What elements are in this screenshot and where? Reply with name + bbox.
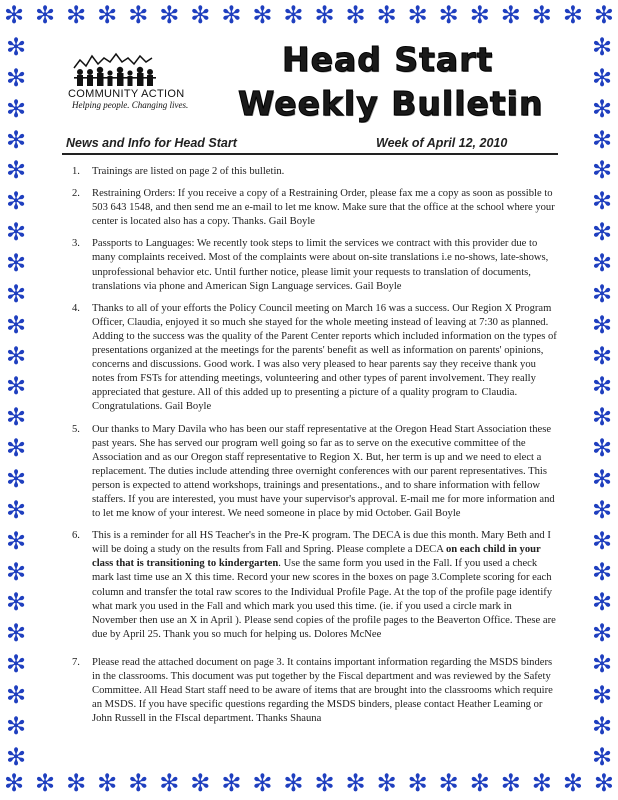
snowflake-icon: ✻ [591,63,613,92]
snowflake-icon: ✻ [35,1,56,29]
item-text: Passports to Languages: We recently took steps to limit the services we contract with this provider due to many complaints received. Most of the complaints were about on-site translations i.e no-shows, late-shows, unprofessional behavior etc. Until further notice, please limit your requests to translation of documents, translations via phone and American Sign Language services. Gail Boyle [92,238,549,292]
snowflake-icon: ✻ [591,218,613,247]
snowflake-icon: ✻ [5,588,27,617]
snowflake-icon: ✻ [221,1,242,29]
snowflake-icon: ✻ [591,310,613,339]
snowflake-icon: ✻ [376,1,397,29]
snowflake-icon: ✻ [5,156,27,185]
snowflake-icon: ✻ [5,249,27,278]
subheader-news: News and Info for Head Start [66,136,237,150]
item-number: 3. [72,238,80,250]
item-number: 6. [72,530,80,542]
snowflake-icon: ✻ [283,1,304,29]
snowflake-icon: ✻ [5,681,27,710]
snowflake-icon: ✻ [97,769,118,797]
snowflake-icon: ✻ [252,1,273,29]
item-number: 2. [72,188,80,200]
snowflake-icon: ✻ [407,1,428,29]
snowflake-icon: ✻ [591,742,613,771]
snowflake-icon: ✻ [159,1,180,29]
snowflake-icon: ✻ [591,341,613,370]
list-item [72,165,558,179]
snowflake-icon: ✻ [5,310,27,339]
snowflake-icon: ✻ [345,1,366,29]
item-text-post: . Use the same form you used in the Fall. If you used a check mark last time use an X this time. Record your new scores in the boxes on page 3.Complete scoring for each column and transfer the total raw scores to the Individual Profile Page. At the top of the profile page identify what mark you used in the Fall and which mark you used this time. (ie. if you used a circle mark in November then use an X in April ). Please send copies of the profile pages to the Beaverton Office. These are due by April 25. Thank you so much for helping us. Dolores McNee [92,558,556,640]
list-item [72,423,558,522]
snowflake-icon: ✻ [159,769,180,797]
border-left [2,34,30,770]
snowflake-icon: ✻ [500,769,521,797]
snowflake-icon: ✻ [376,769,397,797]
snowflake-icon: ✻ [5,372,27,401]
snowflake-icon: ✻ [407,769,428,797]
snowflake-icon: ✻ [4,769,25,797]
item-text: Our thanks to Mary Davila who has been our staff representative at the Oregon Head Start Association these past years. She has served our program well going so far as to serve on the executive committee of the Association and as our Oregon staff representative to Region X. But, her term is up and we need to elect a replacement. The duties include attending three overnight conferences with our parent representatives. This person is expected to attend workshops, trainings and presentations., and to share information with fellow staffers. If you are interested, you must have your supervisor's approval. E-mail me for more information and to let me know of your interest. We need someone in place by mid October. Gail Boyle [92,423,555,520]
snowflake-icon: ✻ [562,1,583,29]
border-right [588,34,616,770]
snowflake-icon: ✻ [5,619,27,648]
item-number: 5. [72,423,80,435]
snowflake-icon: ✻ [591,681,613,710]
snowflake-icon: ✻ [5,403,27,432]
snowflake-icon: ✻ [438,1,459,29]
list-item [72,237,558,293]
item-text: Thanks to all of your efforts the Policy Council meeting on March 16 was a success. Our Region X Program Officer, Claudia, enjoyed it so much she stayed for the whole meeting instead of leaving at 7:30 as planned. Adding to the success was the quality of the Parent Center reports which included information on the types of presentations organized at the meetings for the parents' benefit as well as information on parents' opinions, concerns and discussions. Good work. I was also very pleased to hear parents say they receive thank you notes from FSTs for attending meetings, volunteering and other types of parent involvement. They really appreciated that gesture. All of this added up to presenting a picture of a quality program to Claudia. Congratulations. Gail Boyle [92,302,557,413]
snowflake-icon: ✻ [591,526,613,555]
snowflake-icon: ✻ [591,557,613,586]
snowflake-icon: ✻ [562,769,583,797]
bulletin-items [72,165,558,734]
item-text: Please read the attached document on page 3. It contains important information regarding the MSDS binders in the classrooms. This document was put together by the Fiscal department and was reviewed by the Safety Committee. All Head Start staff need to be aware of items that are brought into the classrooms which require an MSDS. If you have specific questions regarding the MSDS binders, please contact Heather Leaming or John Russell in the FIscal department. Thanks Shauna [92,656,553,725]
item-text-bold: on each child in your class that is transitioning to kindergarten [92,544,541,570]
item-text-pre: This is a reminder for all HS Teacher's in the Pre-K program. The DECA is due this month. Mary Beth and I will be doing a study on the results from Fall and Spring. Please complete a DECA [92,530,551,556]
snowflake-icon: ✻ [5,434,27,463]
snowflake-icon: ✻ [593,1,614,29]
snowflake-icon: ✻ [531,1,552,29]
snowflake-icon: ✻ [591,249,613,278]
snowflake-icon: ✻ [66,769,87,797]
snowflake-icon: ✻ [5,94,27,123]
snowflake-icon: ✻ [5,650,27,679]
snowflake-icon: ✻ [591,125,613,154]
item-text: Restraining Orders: If you receive a copy of a Restraining Order, please fax me a copy as soon as possible to 503 643 1548, and then send me an e-mail to let me know. Make sure that the office at the school where your center is located also has a copy. Thanks. Gail Boyle [92,188,555,228]
snowflake-icon: ✻ [5,526,27,555]
snowflake-icon: ✻ [5,279,27,308]
snowflake-icon: ✻ [128,769,149,797]
snowflake-icon: ✻ [591,495,613,524]
snowflake-icon: ✻ [35,769,56,797]
snowflake-icon: ✻ [469,1,490,29]
list-item [72,529,558,642]
divider [62,153,558,155]
snowflake-icon: ✻ [190,769,211,797]
snowflake-icon: ✻ [66,1,87,29]
item-number: 7. [72,656,80,668]
item-number: 4. [72,302,80,314]
snowflake-icon: ✻ [591,156,613,185]
snowflake-icon: ✻ [591,187,613,216]
list-item [72,656,558,726]
snowflake-icon: ✻ [469,769,490,797]
snowflake-icon: ✻ [438,769,459,797]
snowflake-icon: ✻ [5,341,27,370]
border-bottom [0,770,618,798]
snowflake-icon: ✻ [591,465,613,494]
snowflake-icon: ✻ [591,711,613,740]
border-top [0,2,618,30]
snowflake-icon: ✻ [591,33,613,61]
logo-name: COMMUNITY ACTION [68,88,185,100]
snowflake-icon: ✻ [345,769,366,797]
snowflake-icon: ✻ [128,1,149,29]
item-text: Trainings are listed on page 2 of this bulletin. [92,166,285,177]
snowflake-icon: ✻ [531,769,552,797]
snowflake-icon: ✻ [591,403,613,432]
snowflake-icon: ✻ [591,619,613,648]
title-line-1: Head Start [282,40,494,79]
item-text [92,530,556,640]
snowflake-icon: ✻ [283,769,304,797]
snowflake-icon: ✻ [593,769,614,797]
snowflake-icon: ✻ [314,769,335,797]
snowflake-icon: ✻ [314,1,335,29]
snowflake-icon: ✻ [5,557,27,586]
snowflake-icon: ✻ [591,588,613,617]
snowflake-icon: ✻ [591,279,613,308]
item-number: 1. [72,166,80,177]
title-line-2: Weekly Bulletin [238,84,544,123]
subheader-week: Week of April 12, 2010 [376,136,508,150]
snowflake-icon: ✻ [5,33,27,61]
snowflake-icon: ✻ [591,434,613,463]
snowflake-icon: ✻ [591,650,613,679]
logo-tagline: Helping people. Changing lives. [72,100,189,110]
snowflake-icon: ✻ [5,218,27,247]
snowflake-icon: ✻ [252,769,273,797]
snowflake-icon: ✻ [5,495,27,524]
snowflake-icon: ✻ [591,94,613,123]
snowflake-icon: ✻ [5,465,27,494]
snowflake-icon: ✻ [5,742,27,771]
snowflake-icon: ✻ [5,125,27,154]
snowflake-icon: ✻ [5,187,27,216]
snowflake-icon: ✻ [190,1,211,29]
snowflake-icon: ✻ [5,711,27,740]
list-item [72,187,558,229]
snowflake-icon: ✻ [500,1,521,29]
snowflake-icon: ✻ [591,372,613,401]
snowflake-icon: ✻ [97,1,118,29]
snowflake-icon: ✻ [221,769,242,797]
list-item [72,302,558,415]
snowflake-icon: ✻ [4,1,25,29]
snowflake-icon: ✻ [5,63,27,92]
